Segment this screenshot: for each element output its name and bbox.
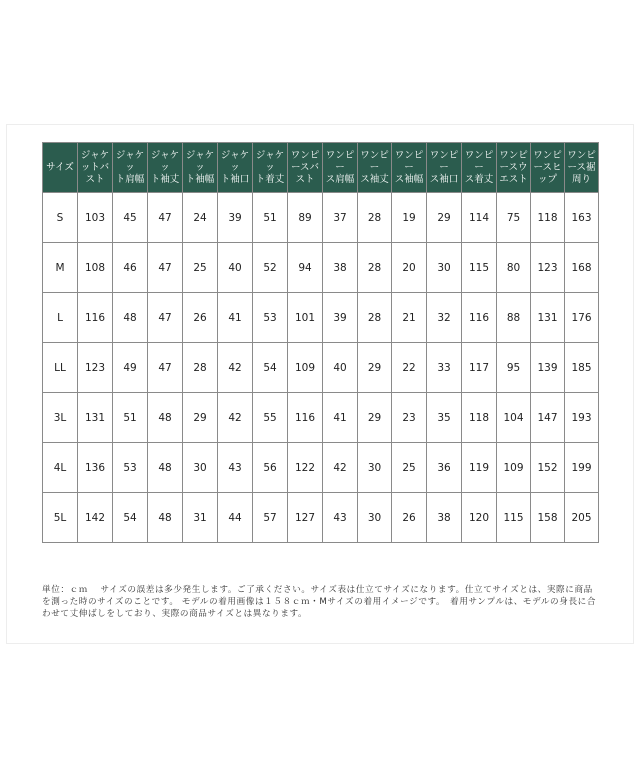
measurement-cell: 33 bbox=[427, 343, 462, 393]
table-row bbox=[43, 343, 599, 393]
measurement-cell: 53 bbox=[113, 443, 148, 493]
measurement-cell: 31 bbox=[183, 493, 218, 543]
table-row bbox=[43, 193, 599, 243]
size-label-cell: L bbox=[43, 293, 78, 343]
table-row bbox=[43, 393, 599, 443]
measurement-cell: 32 bbox=[427, 293, 462, 343]
measurement-cell: 40 bbox=[218, 243, 253, 293]
column-header: ワンピー ス袖丈 bbox=[358, 143, 392, 193]
measurement-cell: 47 bbox=[148, 343, 183, 393]
measurement-cell: 42 bbox=[218, 393, 253, 443]
measurement-cell: 118 bbox=[531, 193, 565, 243]
measurement-cell: 42 bbox=[218, 343, 253, 393]
table-row bbox=[43, 293, 599, 343]
measurement-cell: 48 bbox=[148, 443, 183, 493]
measurement-cell: 23 bbox=[392, 393, 427, 443]
measurement-cell: 29 bbox=[358, 343, 392, 393]
table-row bbox=[43, 243, 599, 293]
measurement-cell: 55 bbox=[253, 393, 288, 443]
size-label-cell: 3L bbox=[43, 393, 78, 443]
measurement-cell: 49 bbox=[113, 343, 148, 393]
size-label-cell: M bbox=[43, 243, 78, 293]
measurement-cell: 193 bbox=[565, 393, 599, 443]
measurement-cell: 108 bbox=[78, 243, 113, 293]
column-header: ワンピー ス袖幅 bbox=[392, 143, 427, 193]
measurement-cell: 36 bbox=[427, 443, 462, 493]
measurement-cell: 43 bbox=[323, 493, 358, 543]
measurement-cell: 29 bbox=[427, 193, 462, 243]
measurement-cell: 136 bbox=[78, 443, 113, 493]
size-table bbox=[42, 142, 599, 543]
column-header: ワンピ ースヒ ップ bbox=[531, 143, 565, 193]
measurement-cell: 29 bbox=[358, 393, 392, 443]
measurement-cell: 28 bbox=[358, 243, 392, 293]
measurement-cell: 51 bbox=[253, 193, 288, 243]
measurement-cell: 119 bbox=[462, 443, 497, 493]
measurement-cell: 45 bbox=[113, 193, 148, 243]
measurement-cell: 109 bbox=[288, 343, 323, 393]
size-label-cell: 5L bbox=[43, 493, 78, 543]
size-table-header-row bbox=[43, 143, 599, 193]
measurement-cell: 37 bbox=[323, 193, 358, 243]
column-header: ジャケッ ト袖幅 bbox=[183, 143, 218, 193]
measurement-cell: 116 bbox=[462, 293, 497, 343]
size-label-cell: 4L bbox=[43, 443, 78, 493]
measurement-cell: 51 bbox=[113, 393, 148, 443]
measurement-cell: 52 bbox=[253, 243, 288, 293]
measurement-cell: 20 bbox=[392, 243, 427, 293]
measurement-cell: 89 bbox=[288, 193, 323, 243]
measurement-cell: 94 bbox=[288, 243, 323, 293]
measurement-cell: 41 bbox=[218, 293, 253, 343]
measurement-cell: 158 bbox=[531, 493, 565, 543]
measurement-cell: 205 bbox=[565, 493, 599, 543]
measurement-cell: 42 bbox=[323, 443, 358, 493]
measurement-cell: 116 bbox=[78, 293, 113, 343]
measurement-cell: 48 bbox=[148, 393, 183, 443]
column-header: ジャケッ ト袖丈 bbox=[148, 143, 183, 193]
measurement-cell: 43 bbox=[218, 443, 253, 493]
measurement-cell: 123 bbox=[78, 343, 113, 393]
measurement-cell: 44 bbox=[218, 493, 253, 543]
measurement-cell: 116 bbox=[288, 393, 323, 443]
column-header: ワンピー ス着丈 bbox=[462, 143, 497, 193]
measurement-cell: 19 bbox=[392, 193, 427, 243]
measurement-cell: 57 bbox=[253, 493, 288, 543]
measurement-cell: 21 bbox=[392, 293, 427, 343]
measurement-cell: 47 bbox=[148, 193, 183, 243]
measurement-cell: 28 bbox=[358, 193, 392, 243]
measurement-cell: 38 bbox=[323, 243, 358, 293]
measurement-cell: 109 bbox=[497, 443, 531, 493]
measurement-cell: 199 bbox=[565, 443, 599, 493]
measurement-cell: 48 bbox=[148, 493, 183, 543]
measurement-cell: 114 bbox=[462, 193, 497, 243]
measurement-cell: 30 bbox=[358, 493, 392, 543]
measurement-cell: 95 bbox=[497, 343, 531, 393]
measurement-cell: 56 bbox=[253, 443, 288, 493]
measurement-cell: 40 bbox=[323, 343, 358, 393]
measurement-cell: 118 bbox=[462, 393, 497, 443]
measurement-cell: 147 bbox=[531, 393, 565, 443]
measurement-cell: 127 bbox=[288, 493, 323, 543]
measurement-cell: 168 bbox=[565, 243, 599, 293]
measurement-cell: 26 bbox=[183, 293, 218, 343]
measurement-cell: 22 bbox=[392, 343, 427, 393]
measurement-cell: 142 bbox=[78, 493, 113, 543]
column-header: ジャケッ ト着丈 bbox=[253, 143, 288, 193]
measurement-cell: 26 bbox=[392, 493, 427, 543]
measurement-cell: 163 bbox=[565, 193, 599, 243]
measurement-cell: 30 bbox=[358, 443, 392, 493]
measurement-cell: 131 bbox=[531, 293, 565, 343]
column-header: ワンピー ス袖口 bbox=[427, 143, 462, 193]
measurement-cell: 24 bbox=[183, 193, 218, 243]
measurement-cell: 28 bbox=[183, 343, 218, 393]
measurement-cell: 25 bbox=[183, 243, 218, 293]
measurement-cell: 28 bbox=[358, 293, 392, 343]
measurement-cell: 38 bbox=[427, 493, 462, 543]
measurement-cell: 46 bbox=[113, 243, 148, 293]
measurement-cell: 47 bbox=[148, 243, 183, 293]
measurement-cell: 48 bbox=[113, 293, 148, 343]
measurement-cell: 131 bbox=[78, 393, 113, 443]
size-label-cell: LL bbox=[43, 343, 78, 393]
measurement-cell: 88 bbox=[497, 293, 531, 343]
measurement-cell: 35 bbox=[427, 393, 462, 443]
measurement-cell: 103 bbox=[78, 193, 113, 243]
measurement-cell: 80 bbox=[497, 243, 531, 293]
measurement-cell: 152 bbox=[531, 443, 565, 493]
column-header: サイズ bbox=[43, 143, 78, 193]
measurement-cell: 185 bbox=[565, 343, 599, 393]
column-header: ワンピー ス肩幅 bbox=[323, 143, 358, 193]
column-header: ジャケ ットバ スト bbox=[78, 143, 113, 193]
measurement-cell: 115 bbox=[462, 243, 497, 293]
column-header: ワンピ ースバ スト bbox=[288, 143, 323, 193]
column-header: ジャケッ ト袖口 bbox=[218, 143, 253, 193]
measurement-cell: 47 bbox=[148, 293, 183, 343]
column-header: ワンピ ース裾 周り bbox=[565, 143, 599, 193]
measurement-cell: 101 bbox=[288, 293, 323, 343]
measurement-cell: 122 bbox=[288, 443, 323, 493]
measurement-cell: 117 bbox=[462, 343, 497, 393]
measurement-cell: 104 bbox=[497, 393, 531, 443]
measurement-cell: 29 bbox=[183, 393, 218, 443]
measurement-cell: 53 bbox=[253, 293, 288, 343]
column-header: ジャケッ ト肩幅 bbox=[113, 143, 148, 193]
measurement-cell: 54 bbox=[253, 343, 288, 393]
measurement-cell: 30 bbox=[183, 443, 218, 493]
measurement-cell: 120 bbox=[462, 493, 497, 543]
measurement-cell: 39 bbox=[323, 293, 358, 343]
size-label-cell: S bbox=[43, 193, 78, 243]
measurement-cell: 41 bbox=[323, 393, 358, 443]
measurement-cell: 39 bbox=[218, 193, 253, 243]
size-note: 単位：ｃｍ サイズの誤差は多少発生します。ご了承ください。サイズ表は仕立てサイズになります。仕立てサイズとは、実際に商品を測った時のサイズのことです。 モデルの着用画像は１５８ｃｍ・Mサイズの着用イメージです。 着用サンプルは、モデルの身長に合わせて丈伸ばしをしており、実際の商品サイズとは異なります。 bbox=[42, 585, 597, 619]
measurement-cell: 176 bbox=[565, 293, 599, 343]
measurement-cell: 25 bbox=[392, 443, 427, 493]
table-row bbox=[43, 443, 599, 493]
column-header: ワンピ ースウ エスト bbox=[497, 143, 531, 193]
measurement-cell: 30 bbox=[427, 243, 462, 293]
table-row bbox=[43, 493, 599, 543]
measurement-cell: 139 bbox=[531, 343, 565, 393]
measurement-cell: 54 bbox=[113, 493, 148, 543]
measurement-cell: 123 bbox=[531, 243, 565, 293]
measurement-cell: 115 bbox=[497, 493, 531, 543]
measurement-cell: 75 bbox=[497, 193, 531, 243]
